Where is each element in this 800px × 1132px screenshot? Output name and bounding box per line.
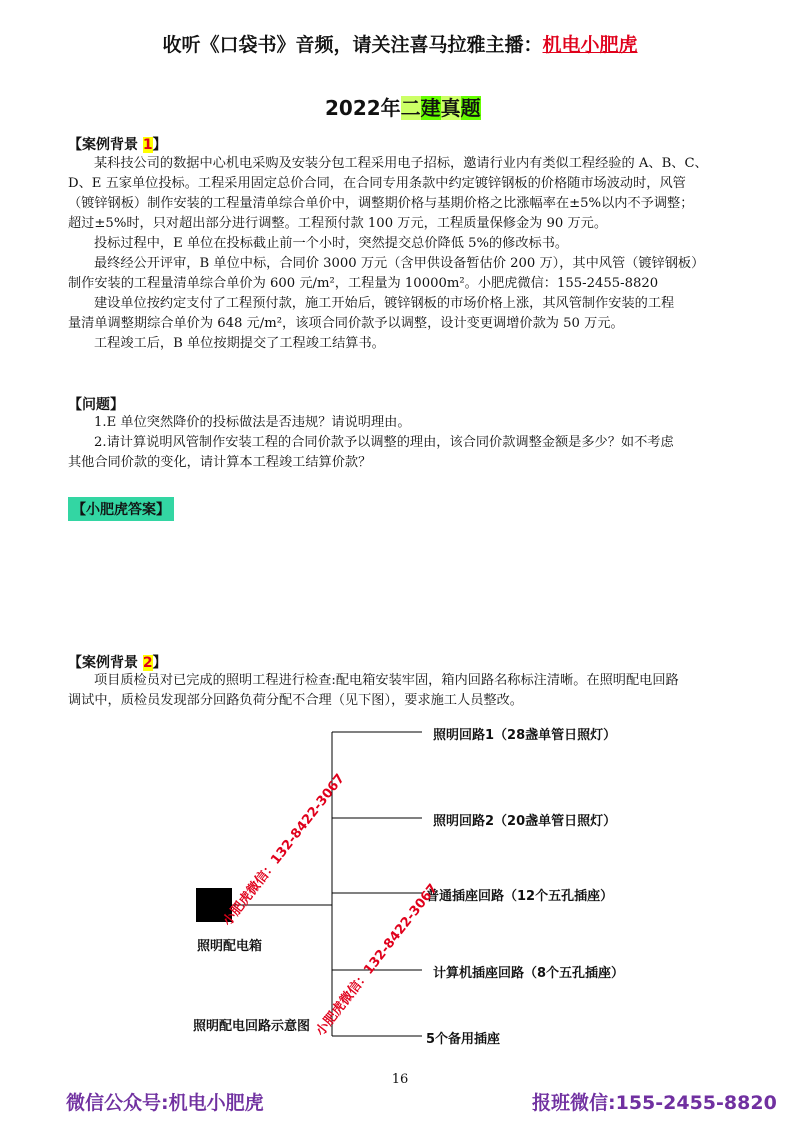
case1-line: 投标过程中，E 单位在投标截止前一个小时，突然提交总价降低 5%的修改标书。 — [94, 236, 569, 251]
case2-heading-post: 】 — [152, 655, 167, 671]
diagram-caption: 照明配电回路示意图 — [193, 1019, 311, 1034]
case2-heading-num: 2 — [142, 655, 153, 671]
case1-heading-pre: 【案例背景 — [68, 137, 143, 153]
circuit-label-3: 普通插座回路（12个五孔插座） — [426, 889, 614, 904]
circuit-label-4: 计算机插座回路（8个五孔插座） — [433, 966, 625, 981]
header-prefix: 收听《口袋书》音频，请关注喜马拉雅主播： — [162, 34, 543, 56]
case1-line: 某科技公司的数据中心机电采购及安装分包工程采用电子招标，邀请行业内有类似工程经验的 A、B、C、 — [94, 156, 708, 171]
title-er: 二 — [400, 96, 421, 120]
circuit-label-5: 5个备用插座 — [426, 1032, 501, 1047]
case2-heading-pre: 【案例背景 — [68, 655, 143, 671]
case1-line: 量清单调整期综合单价为 648 元/m²，该项合同价款予以调整，设计变更调增价款为 50 万元。 — [68, 316, 624, 331]
page-number: 16 — [391, 1072, 409, 1087]
question-line: 2.请计算说明风管制作安装工程的合同价款予以调整的理由，该合同价款调整金额是多少？如不考虑 — [94, 435, 674, 450]
title-year: 2022 — [325, 96, 381, 120]
title-ti: 题 — [460, 96, 481, 120]
case1-heading-post: 】 — [152, 137, 167, 153]
title-nian: 年 — [380, 96, 401, 120]
header-host: 机电小肥虎 — [542, 34, 638, 56]
case1-line: （镀锌钢板）制作安装的工程量清单综合单价中，调整期价格与基期价格之比涨幅率在±5%以内不予调整； — [68, 196, 694, 211]
title-zhen: 真 — [440, 96, 461, 120]
case1-heading-num: 1 — [142, 137, 153, 153]
footer-left: 微信公众号:机电小肥虎 — [66, 1092, 264, 1114]
questions-heading: 【问题】 — [68, 397, 124, 413]
watermark-phone-1: 小肥虎微信：132-8422-3067 — [220, 771, 348, 929]
question-line: 其他合同价款的变化，请计算本工程竣工结算价款？ — [68, 455, 372, 470]
case2-line: 调试中，质检员发现部分回路负荷分配不合理（见下图），要求施工人员整改。 — [68, 693, 523, 708]
case2-line: 项目质检员对已完成的照明工程进行检查:配电箱安装牢固，箱内回路名称标注清晰。在照明配电回路 — [94, 673, 679, 688]
footer-right: 报班微信:155-2455-8820 — [532, 1092, 777, 1114]
title-jian: 建 — [420, 96, 441, 120]
case1-line: 超过±5%时，只对超出部分进行调整。工程预付款 100 万元，工程质量保修金为 90 万元。 — [68, 216, 608, 231]
circuit-label-1: 照明回路1（28盏单管日照灯） — [433, 728, 617, 743]
watermark-phone-2: 小肥虎微信：132-8422-3067 — [313, 881, 441, 1039]
case1-line: 工程竣工后，B 单位按期提交了工程竣工结算书。 — [94, 336, 385, 351]
case1-line: D、E 五家单位投标。工程采用固定总价合同，在合同专用条款中约定镀锌钢板的价格随市场波动时，风管 — [68, 176, 686, 191]
case1-line: 制作安装的工程量清单综合单价为 600 元/m²，工程量为 10000m²。小肥虎微信：155-2455-8820 — [68, 276, 659, 291]
question-line: 1.E 单位突然降价的投标做法是否违规？请说明理由。 — [94, 415, 411, 430]
case1-line: 最终经公开评审，B 单位中标，合同价 3000 万元（含甲供设备暂估价 200 万），其中风管（镀锌钢板） — [94, 256, 705, 271]
case1-line: 建设单位按约定支付了工程预付款，施工开始后，镀锌钢板的市场价格上涨，其风管制作安装的工程 — [94, 296, 675, 311]
answer-heading: 【小肥虎答案】 — [68, 497, 174, 521]
circuit-label-2: 照明回路2（20盏单管日照灯） — [433, 814, 617, 829]
distribution-box-label: 照明配电箱 — [197, 939, 263, 954]
